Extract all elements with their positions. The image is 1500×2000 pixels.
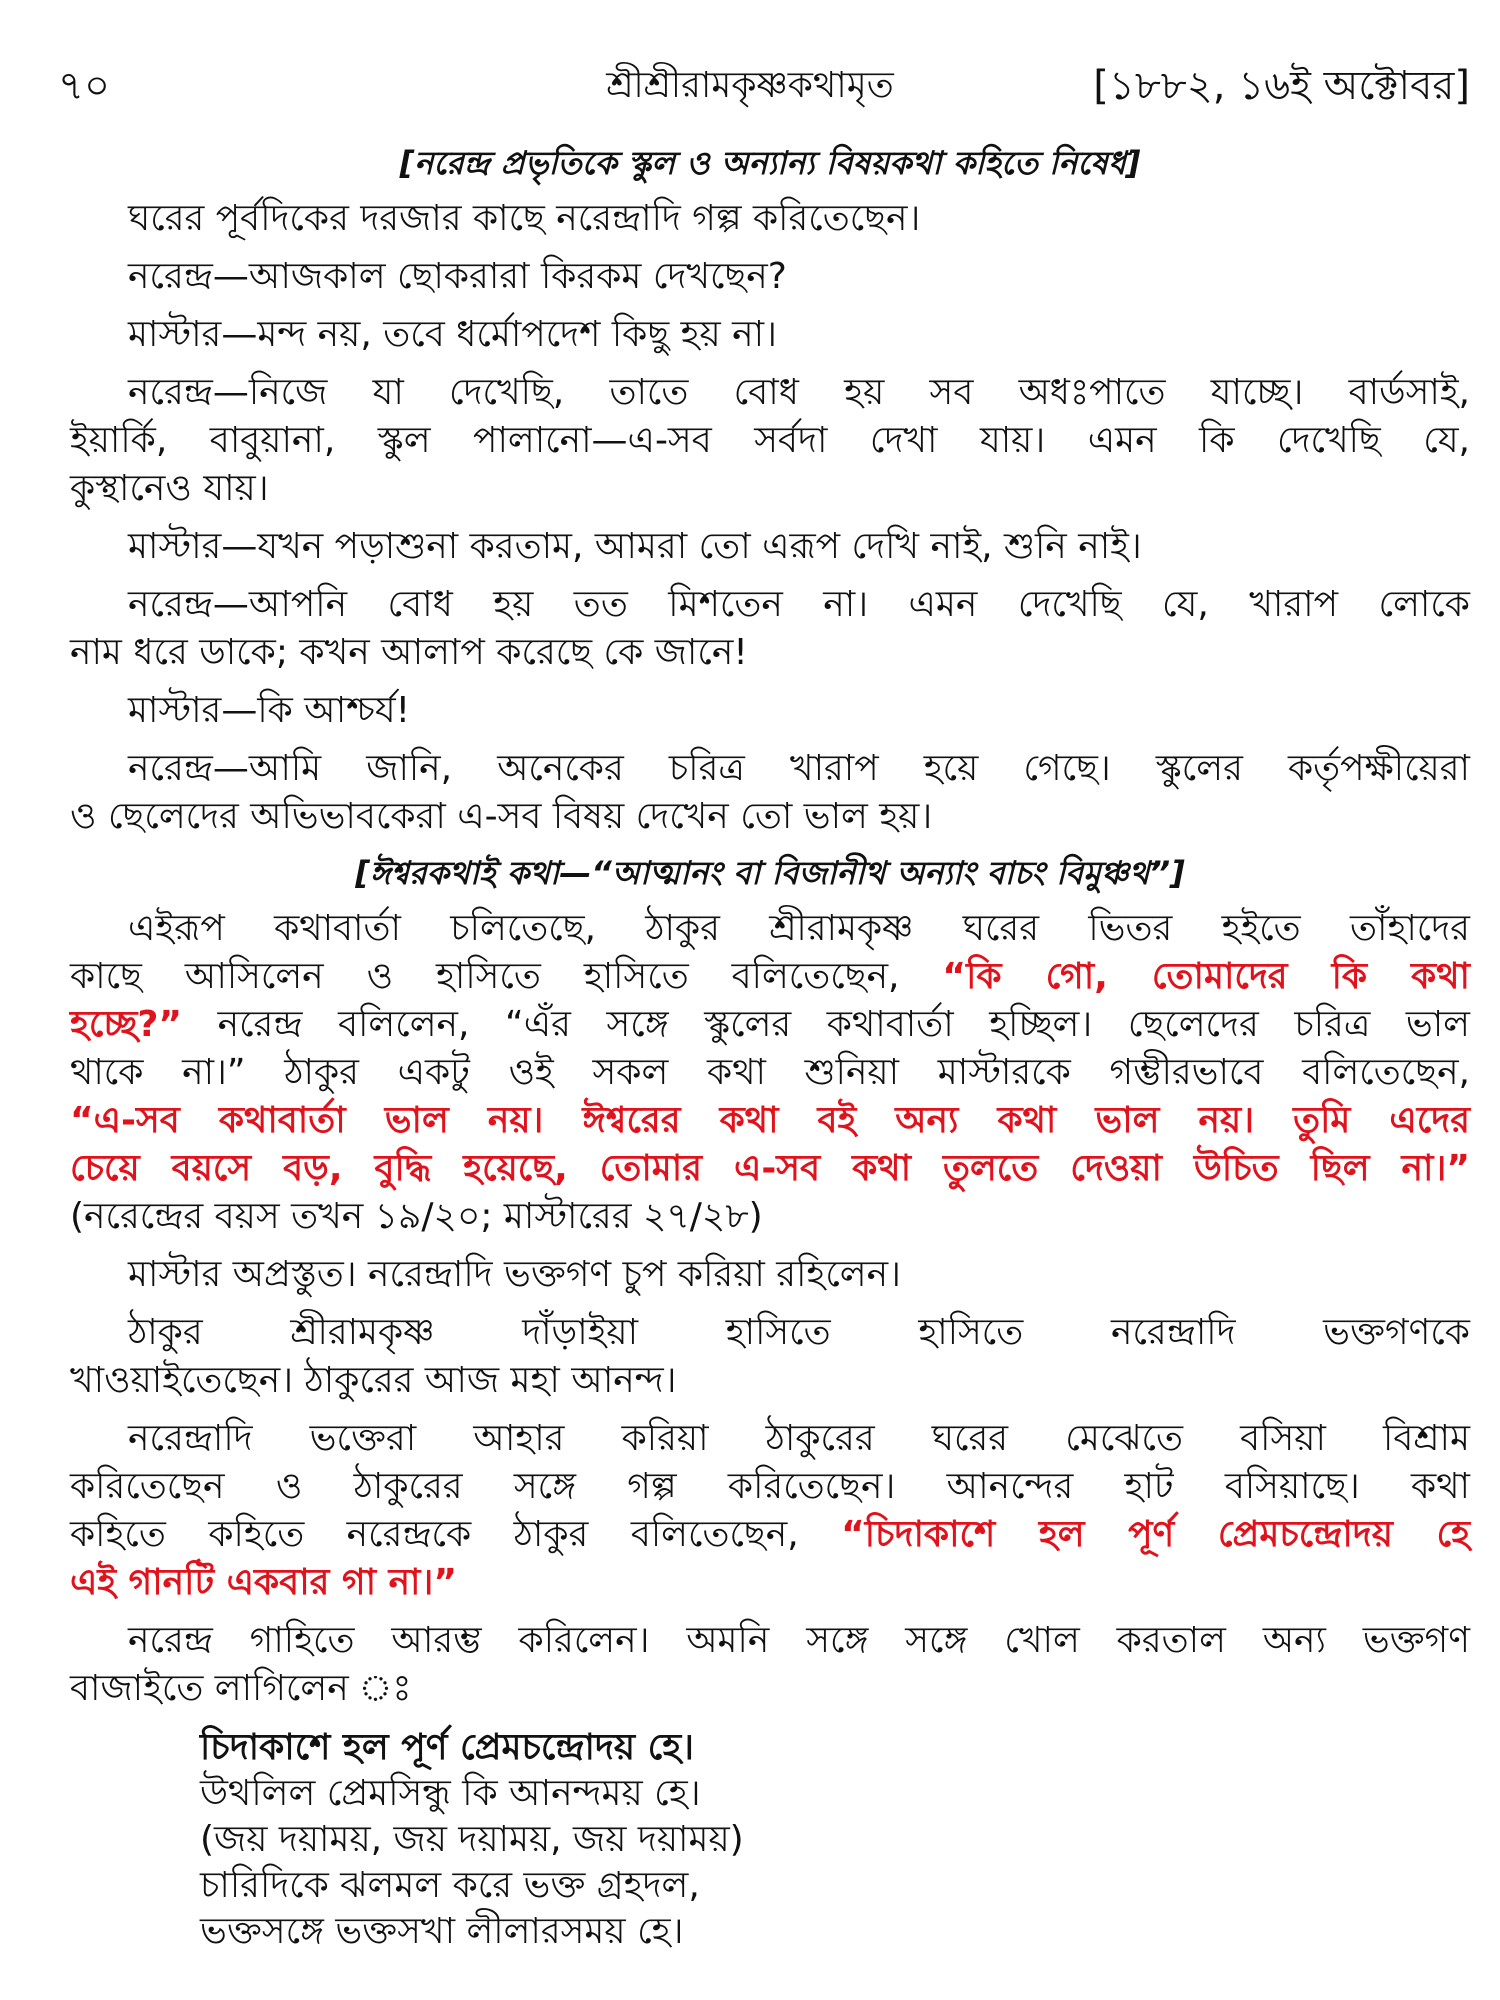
highlighted-quote: হচ্ছে?” bbox=[70, 1004, 183, 1045]
song-line: উথলিল প্রেমসিন্ধু কি আনন্দময় হে। bbox=[200, 1773, 701, 1814]
text-line: এইরূপ কথাবার্তা চলিতেছে, ঠাকুর শ্রীরামকৃষ্ণ ঘরের ভিতর হইতে তাঁহাদের bbox=[128, 908, 1470, 949]
paragraph bbox=[70, 905, 1470, 1241]
text-line bbox=[70, 1511, 1470, 1559]
text-line: নরেন্দ্র—আমি জানি, অনেকের চরিত্র খারাপ হয়ে গেছে। স্কুলের কর্তৃপক্ষীয়েরা bbox=[128, 748, 1470, 789]
text-line: ও ছেলেদের অভিভাবকেরা এ-সব বিষয় দেখেন তো ভাল হয়। bbox=[70, 796, 933, 837]
age-note: (নরেন্দ্রের বয়স তখন ১৯/২০; মাস্টারের ২৭/২৮) bbox=[70, 1196, 763, 1237]
text-line: করিতেছেন ও ঠাকুরের সঙ্গে গল্প করিতেছেন। আনন্দের হাট বসিয়াছে। কথা bbox=[70, 1466, 1470, 1507]
text-line: নরেন্দ্র—আপনি বোধ হয় তত মিশতেন না। এমন দেখেছি যে, খারাপ লোকে bbox=[128, 584, 1470, 625]
paragraph bbox=[70, 687, 1470, 735]
highlighted-quote: “কি গো, তোমাদের কি কথা bbox=[942, 956, 1470, 997]
text-line: ইয়ার্কি, বাবুয়ানা, স্কুল পালানো—এ-সব সর্বদা দেখা যায়। এমন কি দেখেছি যে, bbox=[70, 420, 1470, 461]
text-line: কুস্থানেও যায়। bbox=[70, 468, 269, 509]
text-line: নরেন্দ্র গাহিতে আরম্ভ করিলেন। অমনি সঙ্গে সঙ্গে খোল করতাল অন্য ভক্তগণ bbox=[128, 1620, 1470, 1661]
book-title: শ্রীশ্রীরামকৃষ্ণকথামৃত bbox=[606, 65, 894, 106]
paragraph bbox=[70, 253, 1470, 301]
line-text: নরেন্দ্র বলিলেন, “এঁর সঙ্গে স্কুলের কথাবার্তা হচ্ছিল। ছেলেদের চরিত্র ভাল bbox=[182, 1004, 1470, 1045]
text-line: থাকে না।” ঠাকুর একটু ওই সকল কথা শুনিয়া মাস্টারকে গম্ভীরভাবে বলিতেছেন, bbox=[70, 1052, 1470, 1093]
highlighted-quote: “চিদাকাশে হল পূর্ণ প্রেমচন্দ্রোদয় হে bbox=[841, 1514, 1471, 1555]
text-line: নাম ধরে ডাকে; কখন আলাপ করেছে কে জানে! bbox=[70, 632, 748, 673]
song-line: (জয় দয়াময়, জয় দয়াময়, জয় দয়াময়) bbox=[200, 1819, 744, 1860]
song-verse bbox=[70, 1725, 1470, 1955]
text-line: মাস্টার—যখন পড়াশুনা করতাম, আমরা তো এরূপ দেখি নাই, শুনি নাই। bbox=[128, 526, 1142, 567]
page-header bbox=[0, 60, 1500, 112]
text-line: ঠাকুর শ্রীরামকৃষ্ণ দাঁড়াইয়া হাসিতে হাসিতে নরেন্দ্রাদি ভক্তগণকে bbox=[128, 1312, 1470, 1353]
text-line: ঘরের পূর্বদিকের দরজার কাছে নরেন্দ্রাদি গল্প করিতেছেন। bbox=[128, 198, 921, 239]
paragraph bbox=[70, 581, 1470, 677]
highlighted-quote: চেয়ে বয়সে বড়, বুদ্ধি হয়েছে, তোমার এ-সব কথা তুলতে দেওয়া উচিত ছিল না।” bbox=[70, 1148, 1470, 1189]
paragraph bbox=[70, 311, 1470, 359]
text-line bbox=[70, 1559, 1470, 1607]
text-line bbox=[70, 1001, 1470, 1049]
song-line: চিদাকাশে হল পূর্ণ প্রেমচন্দ্রোদয় হে। bbox=[200, 1727, 694, 1768]
chapter-date: [১৮৮২, ১৬ই অক্টোবর] bbox=[1093, 63, 1470, 109]
paragraph bbox=[70, 745, 1470, 841]
song-line: ভক্তসঙ্গে ভক্তসখা লীলারসময় হে। bbox=[200, 1911, 684, 1952]
line-text: কহিতে কহিতে নরেন্দ্রকে ঠাকুর বলিতেছেন, bbox=[70, 1514, 842, 1555]
paragraph bbox=[70, 523, 1470, 571]
section-heading: [নরেন্দ্র প্রভৃতিকে স্কুল ও অন্যান্য বিষয়কথা কহিতে নিষেধ] bbox=[399, 144, 1141, 182]
text-line: বাজাইতে লাগিলেন ঃ bbox=[70, 1668, 412, 1709]
paragraph bbox=[70, 1617, 1470, 1713]
paragraph bbox=[70, 1415, 1470, 1607]
paragraph bbox=[70, 195, 1470, 243]
text-line: খাওয়াইতেছেন। ঠাকুরের আজ মহা আনন্দ। bbox=[70, 1360, 677, 1401]
paragraph bbox=[70, 1309, 1470, 1405]
highlighted-quote: এই গানটি একবার গা না।” bbox=[70, 1562, 458, 1603]
line-text: কাছে আসিলেন ও হাসিতে হাসিতে বলিতেছেন, bbox=[70, 956, 943, 997]
paragraph bbox=[70, 369, 1470, 513]
page-number: ৭০ bbox=[58, 63, 111, 109]
text-line: নরেন্দ্রাদি ভক্তেরা আহার করিয়া ঠাকুরের ঘরের মেঝেতে বসিয়া বিশ্রাম bbox=[128, 1418, 1470, 1459]
song-line: চারিদিকে ঝলমল করে ভক্ত গ্রহদল, bbox=[200, 1865, 700, 1906]
text-line bbox=[70, 1097, 1470, 1145]
text-line: নরেন্দ্র—আজকাল ছোকরারা কিরকম দেখছেন? bbox=[128, 256, 787, 297]
text-line bbox=[70, 1145, 1470, 1193]
text-line: নরেন্দ্র—নিজে যা দেখেছি, তাতে বোধ হয় সব অধঃপাতে যাচ্ছে। বার্ডসাই, bbox=[128, 372, 1470, 413]
paragraph bbox=[70, 1251, 1470, 1299]
page-body bbox=[70, 141, 1470, 1955]
text-line: মাস্টার অপ্রস্তুত। নরেন্দ্রাদি ভক্তগণ চুপ করিয়া রহিলেন। bbox=[128, 1254, 901, 1295]
highlighted-quote: “এ-সব কথাবার্তা ভাল নয়। ঈশ্বরের কথা বই অন্য কথা ভাল নয়। তুমি এদের bbox=[70, 1100, 1470, 1141]
text-line: মাস্টার—মন্দ নয়, তবে ধর্মোপদেশ কিছু হয় না। bbox=[128, 314, 777, 355]
section-heading: [ঈশ্বরকথাই কথা—“আত্মানং বা বিজানীথ অন্যাং বাচং বিমুঞ্চথ”] bbox=[355, 854, 1185, 892]
text-line bbox=[70, 953, 1470, 1001]
text-line: মাস্টার—কি আশ্চর্য! bbox=[128, 690, 410, 731]
